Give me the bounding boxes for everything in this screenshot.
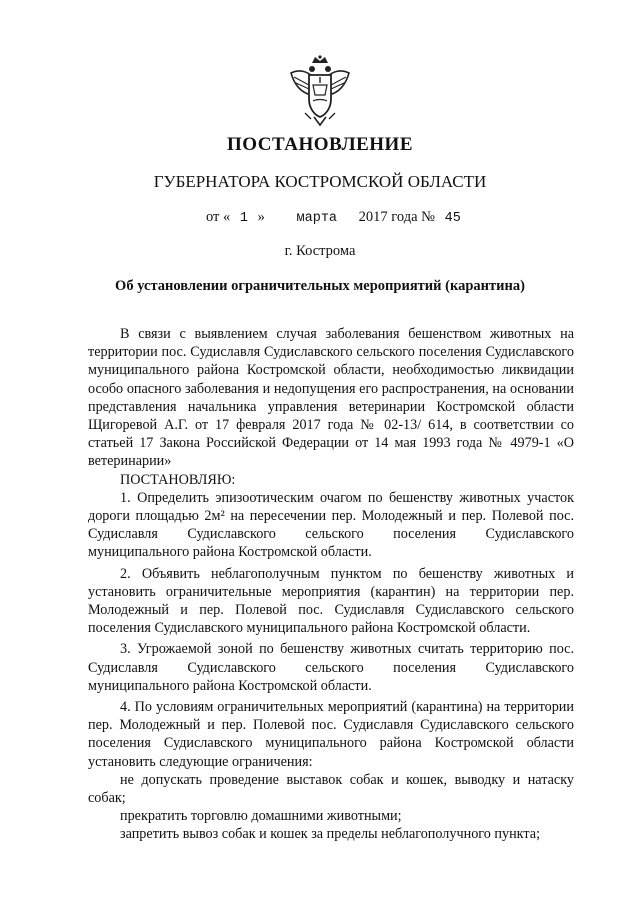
item-1: 1. Определить эпизоотическим очагом по бешенству животных участок дороги площадью 2м² на пересечении пер. Молодежный и пер. Полевой пос. Судиславля Судиславского сельского поселения Судиславского муниципального района Костромской области. <box>88 489 574 561</box>
item-4: 4. По условиям ограничительных мероприятий (карантина) на территории пер. Молодежный и пер. Полевой пос. Судиславля Судиславского сельского поселения Судиславского муниципального района Костромской области установить следующие ограничения: <box>88 699 574 770</box>
decree-word: ПОСТАНОВЛЯЮ: <box>120 471 236 488</box>
issuer-line: ГУБЕРНАТОРА КОСТРОМСКОЙ ОБЛАСТИ <box>153 172 487 191</box>
date-close: » <box>257 209 265 225</box>
date-year: 2017 года № <box>358 209 435 225</box>
restriction-3: запретить вывоз собак и кошек за пределы неблагополучного пункта; <box>120 826 541 843</box>
item-2: 2. Объявить неблагополучным пунктом по бешенству животных и установить ограничительные мероприятия (карантин) на территории пер. Молодежный и пер. Полевой пос. Судиславля Судиславского сельского поселения Судиславского муниципального района Костромской области. <box>88 565 574 637</box>
city-line: г. Кострома <box>284 243 356 259</box>
date-month: марта <box>296 211 338 226</box>
document-number: 45 <box>444 211 461 226</box>
intro-paragraph: В связи с выявлением случая заболевания бешенством животных на территории пос. Судиславля Судиславского сельского поселения Судиславского муниципального района Костромской области, необходимостью ликвидации особо опасного заболевания и недопущения его распространения, на основании представления начальника управления ветеринарии Костромской области Щигоревой А.Г. от 17 февраля 2017 года № 02-13/ 614, в соответствии со статьей 17 Закона Российской Федерации от 14 мая 1993 года № 4979-1 «О ветеринарии» <box>88 326 574 470</box>
date-line <box>206 209 461 226</box>
item-3: 3. Угрожаемой зоной по бешенству животных считать территорию пос. Судиславля Судиславского сельского поселения Судиславского муниципального района Костромской области. <box>88 641 574 694</box>
restriction-1: не допускать проведение выставок собак и кошек, выводку и натаску собак; <box>88 771 574 807</box>
coat-of-arms-icon <box>285 55 355 127</box>
document-heading: Об установлении ограничительных мероприятий (карантина) <box>115 278 525 294</box>
document-title: ПОСТАНОВЛЕНИЕ <box>226 134 414 155</box>
date-prefix: от « <box>206 209 231 225</box>
restriction-2: прекратить торговлю домашними животными; <box>120 808 402 825</box>
document-body <box>88 325 574 844</box>
date-day: 1 <box>239 211 249 226</box>
